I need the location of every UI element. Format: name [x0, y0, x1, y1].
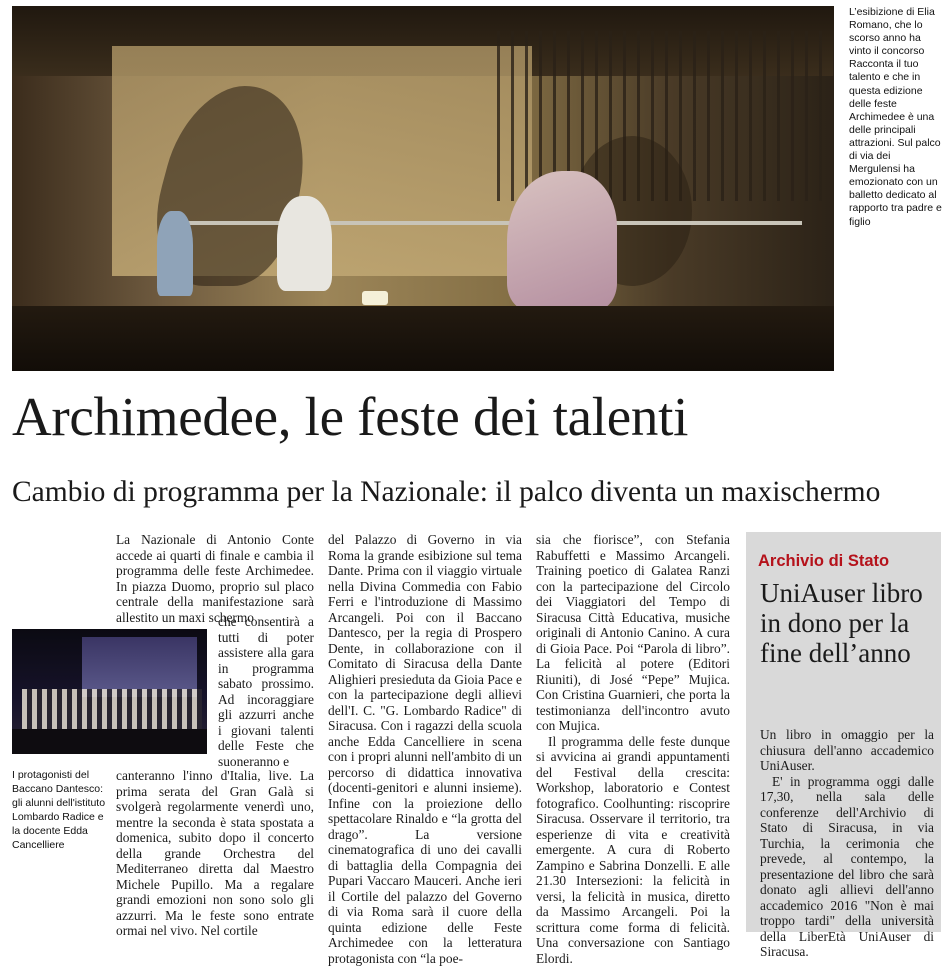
- article-col1-rest: [116, 768, 314, 939]
- photo-stage: [12, 306, 834, 371]
- photo-floor: [12, 729, 207, 754]
- subheadline: Cambio di programma per la Nazionale: il palco diventa un maxischermo: [12, 470, 942, 514]
- article-col2: [328, 532, 522, 966]
- main-photo-caption: L’esibizione di Elia Romano, che lo scorso anno ha vinto il concorso Racconta il tuo talento e che in questa edizione delle feste Archimedee è una delle principali attrazioni. Sul palco di via dei Mergulensi ha emozionato con un balletto dedicato al rapporto tra padre e figlio: [849, 6, 943, 229]
- photo-group: [22, 689, 202, 729]
- side-photo: [12, 629, 207, 754]
- article-paragraph: del Palazzo di Governo in via Roma la grande esibizione sul tema Dante. Prima con il viaggio virtuale nella Divina Commedia con Fabio Ferri e l'introduzione di Massimo Arcangeli. Poi con il Baccano Dantesco, per la regia di Prospero Dente, in collaborazione con il Comitato di Siracusa della Dante Alighieri presieduta da Gioia Pace e con la partecipazione degli allievi dell'I. C. "G. Lombardo Radice" di Siracusa. Con i ragazzi della scuola anche Edda Cancelliere in scena con i propri alunni nell'ambito di un percorso di didattica innovativa (docenti-genitori e alunni insieme). Infine con la proiezione dello spettacolare Rinaldo e “la grotta del drago”. La versione cinematografica di uno dei cavalli di battaglia della Compagnia dei Pupari Vaccaro Mauceri. Anche ieri il Cortile del palazzo del Governo di via Roma sarà il cuore della quinta edizione delle Feste Archimedee con la letteratura protagonista con “la poe-: [328, 532, 522, 966]
- photo-screen: [82, 637, 197, 697]
- main-photo: [12, 6, 834, 371]
- article-col1-wrap: [218, 614, 314, 769]
- photo-figure-seated: [157, 211, 193, 296]
- article-paragraph: sia che fiorisce”, con Stefania Rabuffetti e Massimo Arcangeli. Training poetico di Galatea Ranzi con la partecipazione del Circolo dei Viaggiatori del Tempo di Siracusa Città Educativa, musiche originali di Antonio Canino. A cura di Gioia Pace. Poi “Parola di libro”. La felicità al potere (Editori Riuniti), di José “Pepe” Mujica. Con Cristina Guarnieri, che porta la testimonianza dell'incontro avuto con Mujica.: [536, 532, 730, 734]
- sidebar-section-label: Archivio di Stato: [758, 550, 889, 572]
- photo-figure-dancer: [277, 196, 332, 291]
- sidebar-paragraph: E' in programma oggi dalle 17,30, nella sala delle conferenze dell'Archivio di Stato di Siracusa, in via Turchia, la cerimonia che prevede, al contempo, la presentazione del libro che sarà donato agli allievi dell'anno accademico 2016 "Non è mai troppo tardi" della università della LiberEtà UniAuser di Siracusa.: [760, 774, 934, 960]
- article-col1-intro: [116, 532, 314, 625]
- article-paragraph: che consentirà a tutti di poter assistere alla gara in programma sabato prossimo. Ad incoraggiare gli azzurri anche i giovani talenti delle Feste che suoneranno e: [218, 614, 314, 769]
- sidebar-body: [760, 727, 934, 960]
- sidebar-paragraph: Un libro in omaggio per la chiusura dell'anno accademico UniAuser.: [760, 727, 934, 774]
- photo-figure-dress: [507, 171, 617, 311]
- article-col3: [536, 532, 730, 966]
- article-paragraph: canteranno l'inno d'Italia, live. La prima serata del Gran Galà si svolgerà regolarmente venerdì uno, mentre la seconda è stata spostata a domenica, subito dopo il concerto della grande Orchestra del Mediterraneo diretta dal Maestro Michele Pupillo. Ma a regalare grandi emozioni non sono solo gli azzurri. Ma le feste sono entrate ormai nel vivo. Nel cortile: [116, 768, 314, 939]
- side-photo-caption: I protagonisti del Baccano Dantesco: gli alunni dell'istituto Lombardo Radice e la docente Edda Cancelliere: [12, 768, 107, 852]
- photo-railing: [162, 221, 802, 225]
- article-paragraph: Il programma delle feste dunque si avvicina ai grandi appuntamenti del Festival della crescita: Workshop, laboratorio e Contest fotografico. Coolhunting: riscoprire Siracusa. Osservare il territorio, tra esperienze di vita e creatività emergente. A cura di Roberto Zampino e Sabrina Donzelli. E alle 21.30 Intersezioni: la felicità in versi, la felicità in musica, diretto da Massimo Arcangeli. Poi la scrittura come forma di felicità. Una conversazione con Santiago Elordi.: [536, 734, 730, 966]
- photo-stage-light: [362, 291, 388, 305]
- article-paragraph: La Nazionale di Antonio Conte accede ai quarti di finale e cambia il programma delle feste Archimedee. In piazza Duomo, proprio sul placo centrale della manifestazione sarà allestito un maxi schermo: [116, 532, 314, 625]
- sidebar-title: UniAuser libro in dono per la fine dell’anno: [760, 578, 935, 668]
- headline: Archimedee, le feste dei talenti: [12, 382, 942, 452]
